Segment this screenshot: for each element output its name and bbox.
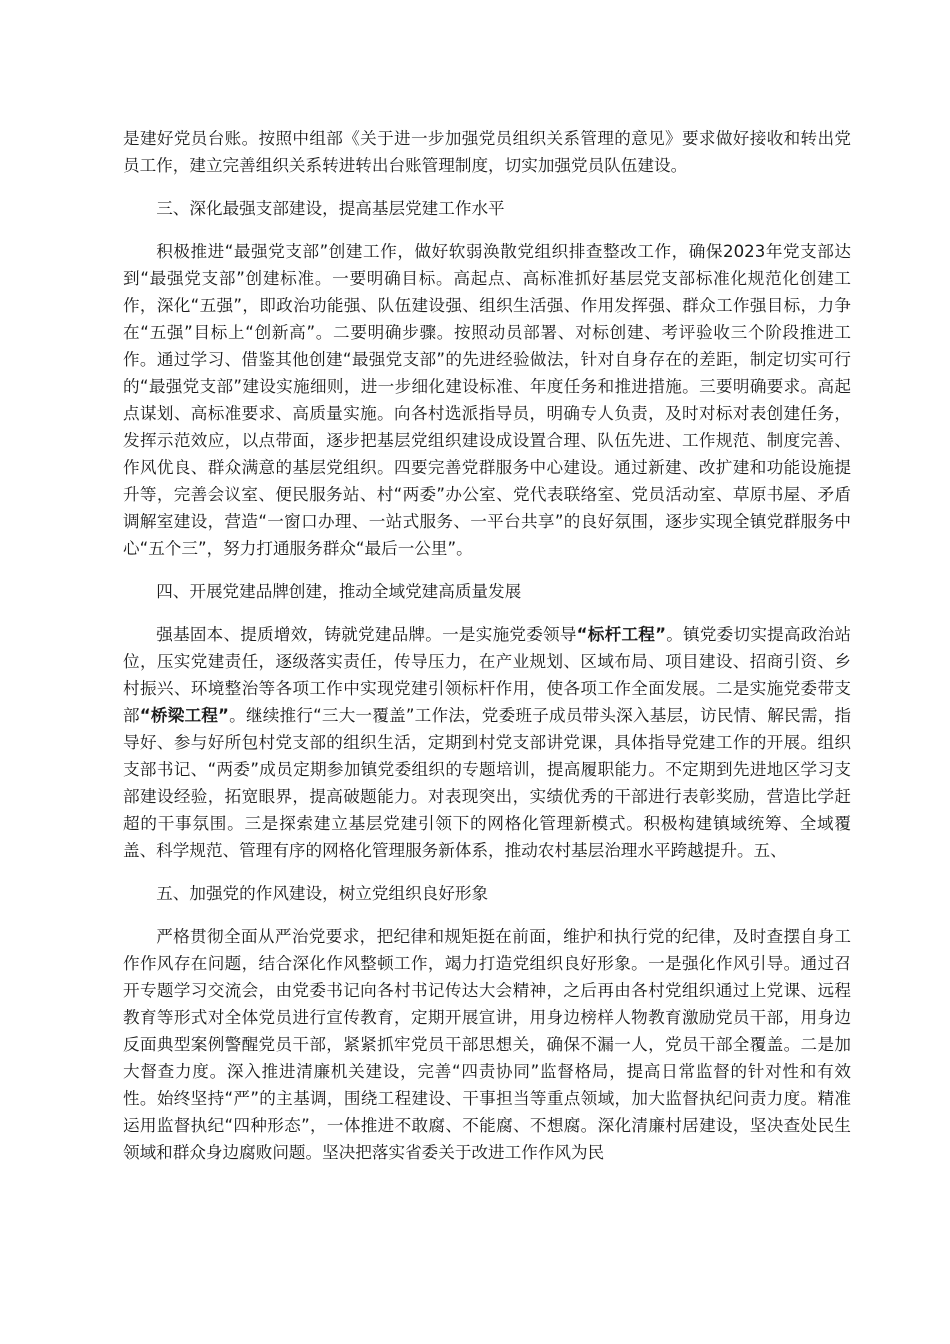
bold-term-qiaoliang: “桥梁工程” xyxy=(139,706,229,725)
section-heading-4: 四、开展党建品牌创建，推动全域党建高质量发展 xyxy=(156,582,522,601)
paragraph-section-3: 积极推进“最强党支部”创建工作，做好软弱涣散党组织排查整改工作，确保2023年党支部达到“最强党支部”创建标准。一要明确目标。高起点、高标准抓好基层党支部标准化规范化创建工作，深化“五强”，即政治功能强、队伍建设强、组织生活强、作用发挥强、群众工作强目标，力争在“五强”目标上“创新高”。二要明确步骤。按照动员部署、对标创建、考评验收三个阶段推进工作。通过学习、借鉴其他创建“最强党支部”的先进经验做法，针对自身存在的差距，制定切实可行的“最强党支部”建设实施细则，进一步细化建设标准、年度任务和推进措施。三要明确要求。高起点谋划、高标准要求、高质量实施。向各村选派指导员，明确专人负责，及时对标对表创建任务，发挥示范效应，以点带面，逐步把基层党组织建设成设置合理、队伍先进、工作规范、制度完善、作风优良、群众满意的基层党组织。四要完善党群服务中心建设。通过新建、改扩建和功能设施提升等，完善会议室、便民服务站、村“两委”办公室、党代表联络室、党员活动室、草原书屋、矛盾调解室建设，营造“一窗口办理、一站式服务、一平台共享”的良好氛围，逐步实现全镇党群服务中心“五个三”，努力打通服务群众“最后一公里”。 xyxy=(123,242,851,558)
document-page xyxy=(123,125,851,1166)
section-heading-5: 五、加强党的作风建设，树立党组织良好形象 xyxy=(156,884,489,903)
paragraph-intro: 是建好党员台账。按照中组部《关于进一步加强党员组织关系管理的意见》要求做好接收和转出党员工作，建立完善组织关系转进转出台账管理制度，切实加强党员队伍建设。 xyxy=(123,129,851,175)
paragraph-section-4-text-d: 。继续推行“三大一覆盖”工作法，党委班子成员带头深入基层，访民情、解民需，指导好、参与好所包村党支部的组织生活，定期到村党支部讲党课，具体指导党建工作的开展。组织支部书记、“两委”成员定期参加镇党委组织的专题培训，提高履职能力。不定期到先进地区学习支部建设经验，拓宽眼界，提高破题能力。对表现突出，实绩优秀的干部进行表彰奖励，营造比学赶超的干事氛围。三是探索建立基层党建引领下的网格化管理新模式。积极构建镇域统筹、全域覆盖、科学规范、管理有序的网格化管理服务新体系，推动农村基层治理水平跨越提升。五、 xyxy=(123,706,851,860)
paragraph-section-5: 严格贯彻全面从严治党要求，把纪律和规矩挺在前面，维护和执行党的纪律，及时查摆自身工作作风存在问题，结合深化作风整顿工作，竭力打造党组织良好形象。一是强化作风引导。通过召开专题学习交流会，由党委书记向各村书记传达大会精神，之后再由各村党组织通过上党课、远程教育等形式对全体党员进行宣传教育，定期开展宣讲，用身边榜样人物教育激励党员干部，用身边反面典型案例警醒党员干部，紧紧抓牢党员干部思想关，确保不漏一人，党员干部全覆盖。二是加大督查力度。深入推进清廉机关建设，完善“四责协同”监督格局，提高日常监督的针对性和有效性。始终坚持“严”的主基调，围绕工程建设、干事担当等重点领域，加大监督执纪问责力度。精准运用监督执纪“四种形态”，一体推进不敢腐、不能腐、不想腐。深化清廉村居建设，坚决查处民生领域和群众身边腐败问题。坚决把落实省委关于改进工作作风为民 xyxy=(123,927,851,1162)
paragraph-section-4-text-a: 强基固本、提质增效，铸就党建品牌。一是实施党委领导 xyxy=(156,625,577,644)
paragraph-section-4-text-c: 。镇党委切实提高政治站位，压实党建责任，逐级落实责任，传导压力，在产业规划、区域布局、项目建设、招商引资、乡村振兴、环境整治等各项工作中实现党建引领标杆作用，使各项工作全面发展。二是实施党委带支部 xyxy=(123,625,852,725)
section-heading-3: 三、深化最强支部建设，提高基层党建工作水平 xyxy=(156,199,505,218)
paragraph-section-4 xyxy=(123,621,851,864)
bold-term-biaogan: “标杆工程” xyxy=(576,625,666,644)
